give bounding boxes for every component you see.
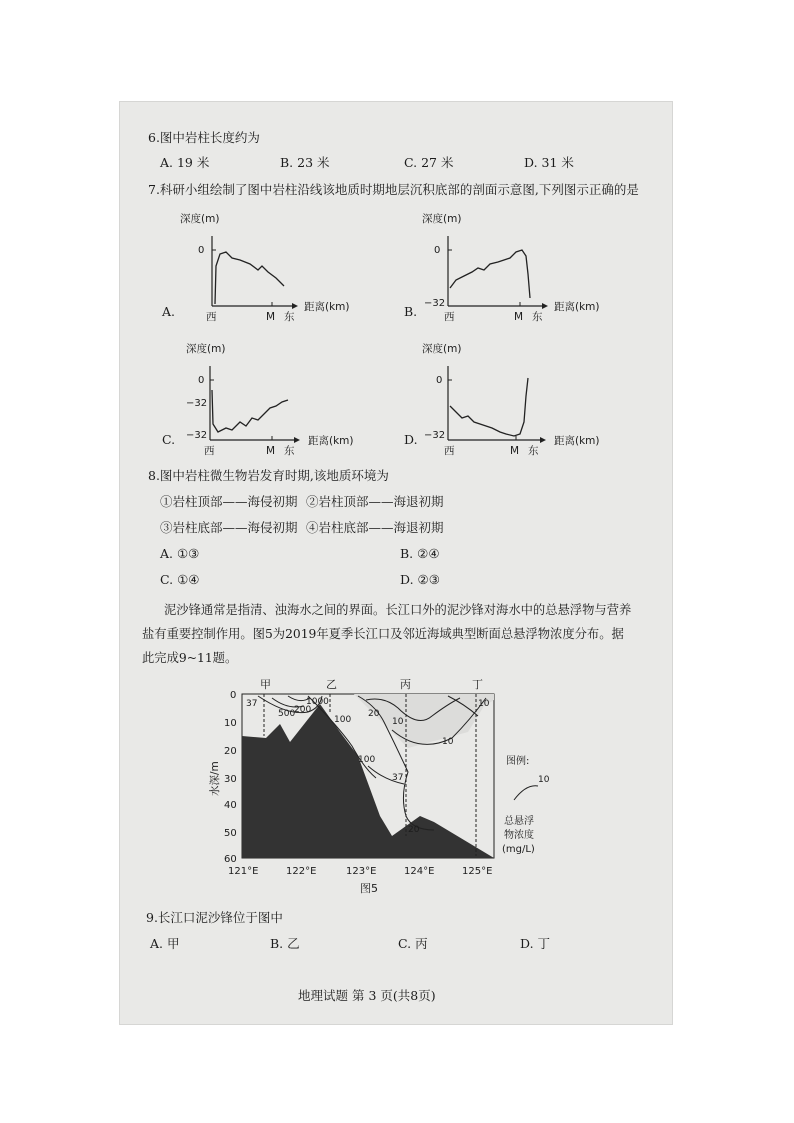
chart-a-ybottom: −32 [186,398,208,409]
q8-option-d: D. ②③ [400,572,440,587]
q8-option-b: B. ②④ [400,546,440,561]
q8-option-c: C. ①④ [160,572,200,587]
q6-option-b: B. 23 米 [280,155,330,170]
chart-a-ylabel: 深度(m) [180,213,220,225]
contour-label-4: 1000 [306,697,329,707]
y-tick-50: 50 [224,828,237,839]
legend-desc1: 总悬浮 [504,816,534,827]
q6-option-c: C. 27 米 [404,155,454,170]
legend-sample: 10 [538,775,550,785]
chart-d-west: 西 [444,445,455,457]
contour-label-3: 200 [294,705,312,715]
contour-label-7: 10 [392,717,404,727]
y-tick-30: 30 [224,774,237,785]
chart-b-y0: 0 [434,245,441,256]
q8-option-a: A. ①③ [160,546,200,561]
chart-d-m: M [510,445,520,457]
q6-stem: 6.图中岩柱长度约为 [148,130,260,145]
contour-label-1: 37 [246,699,258,709]
q8-statement-1: ①岩柱顶部——海侵初期 [160,494,298,509]
q8-statement-4: ④岩柱底部——海退初期 [306,520,444,535]
chart-b-ylabel: 深度(m) [422,213,462,225]
chart-d-east: 东 [528,445,539,457]
station-jia: 甲 [260,678,271,691]
y-tick-20: 20 [224,746,237,757]
chart-a-xlabel: 距离(km) [304,301,350,313]
contour-label-5: 100 [334,715,352,725]
q6-option-a: A. 19 米 [160,155,210,170]
x-tick-123: 123°E [346,866,377,877]
q8-statement-2: ②岩柱顶部——海退初期 [306,494,444,509]
x-tick-124: 124°E [404,866,435,877]
q7-chart-b-label: B. [404,304,418,319]
contour-label-6: 20 [368,709,380,719]
q7-chart-a [170,206,360,409]
chart-d-ylabel: 深度(m) [422,343,462,355]
q7-chart-d-label: D. [404,432,418,447]
chart-d-xlabel: 距离(km) [554,435,600,447]
q7-chart-c-label: C. [162,432,176,447]
x-tick-121: 121°E [228,866,259,877]
passage-line-3: 此完成9~11题。 [142,651,238,665]
passage-line-1: 泥沙锋通常是指清、浊海水之间的界面。长江口外的泥沙锋对海水中的总悬浮物与营养 [164,603,632,617]
legend-desc2: 物浓度 [504,830,534,841]
station-bing: 丙 [400,678,411,691]
legend-title: 图例: [506,756,530,767]
chart-c-y0: 0 [198,375,205,386]
y-tick-60: 60 [224,854,237,865]
legend-desc3: (mg/L) [502,844,535,855]
chart-d-ybottom: −32 [424,430,446,441]
contour-label-11: 37 [392,773,404,783]
exam-page [120,102,672,1024]
chart-b-west: 西 [444,311,455,323]
contour-label-2: 500 [278,709,296,719]
q9-stem: 9.长江口泥沙锋位于图中 [146,910,283,925]
chart-d-y0: 0 [436,375,443,386]
q8-stem: 8.图中岩柱微生物岩发育时期,该地质环境为 [148,468,389,483]
y-tick-40: 40 [224,800,237,811]
figure-5 [208,676,648,904]
station-ding: 丁 [472,678,483,691]
q7-chart-b [412,206,612,326]
contour-label-9: 10 [478,699,490,709]
fig5-caption: 图5 [360,882,378,895]
station-yi: 乙 [326,678,337,691]
q7-stem: 7.科研小组绘制了图中岩柱沿线该地质时期地层沉积底部的剖面示意图,下列图示正确的是 [148,182,639,197]
chart-b-xlabel: 距离(km) [554,301,600,313]
q7-chart-a-label: A. [162,304,176,319]
q7-chart-c [170,336,370,456]
contour-label-12: 20 [408,825,420,835]
chart-c-ylabel: 深度(m) [186,343,226,355]
chart-b-m: M [514,311,524,323]
chart-b-ybottom: −32 [424,298,446,309]
chart-c-m: M [266,445,276,457]
contour-label-10: 100 [358,755,376,765]
chart-c-west: 西 [204,445,215,457]
x-tick-125: 125°E [462,866,493,877]
passage-line-2: 盐有重要控制作用。图5为2019年夏季长江口及邻近海域典型断面总悬浮物浓度分布。据 [142,627,624,641]
chart-c-east: 东 [284,445,295,457]
x-tick-122: 122°E [286,866,317,877]
chart-a-m: M [266,311,276,323]
page-footer: 地理试题 第 3 页(共8页) [298,988,436,1003]
q9-option-d: D. 丁 [520,936,551,951]
y-tick-10: 10 [224,718,237,729]
fig5-ylabel: 水深/m [209,761,221,796]
q9-option-a: A. 甲 [150,936,180,951]
y-tick-0: 0 [230,690,237,701]
chart-a-y0: 0 [198,245,205,256]
chart-a-east: 东 [284,311,295,323]
chart-a-west: 西 [206,311,217,323]
q9-option-c: C. 丙 [398,936,428,951]
q7-chart-d [412,336,612,456]
chart-c-ybottom: −32 [186,430,208,441]
chart-b-east: 东 [532,311,543,323]
q9-option-b: B. 乙 [270,936,300,951]
contour-label-8: 10 [442,737,454,747]
chart-c-xlabel: 距离(km) [308,435,354,447]
q8-statement-3: ③岩柱底部——海侵初期 [160,520,298,535]
q6-option-d: D. 31 米 [524,155,574,170]
